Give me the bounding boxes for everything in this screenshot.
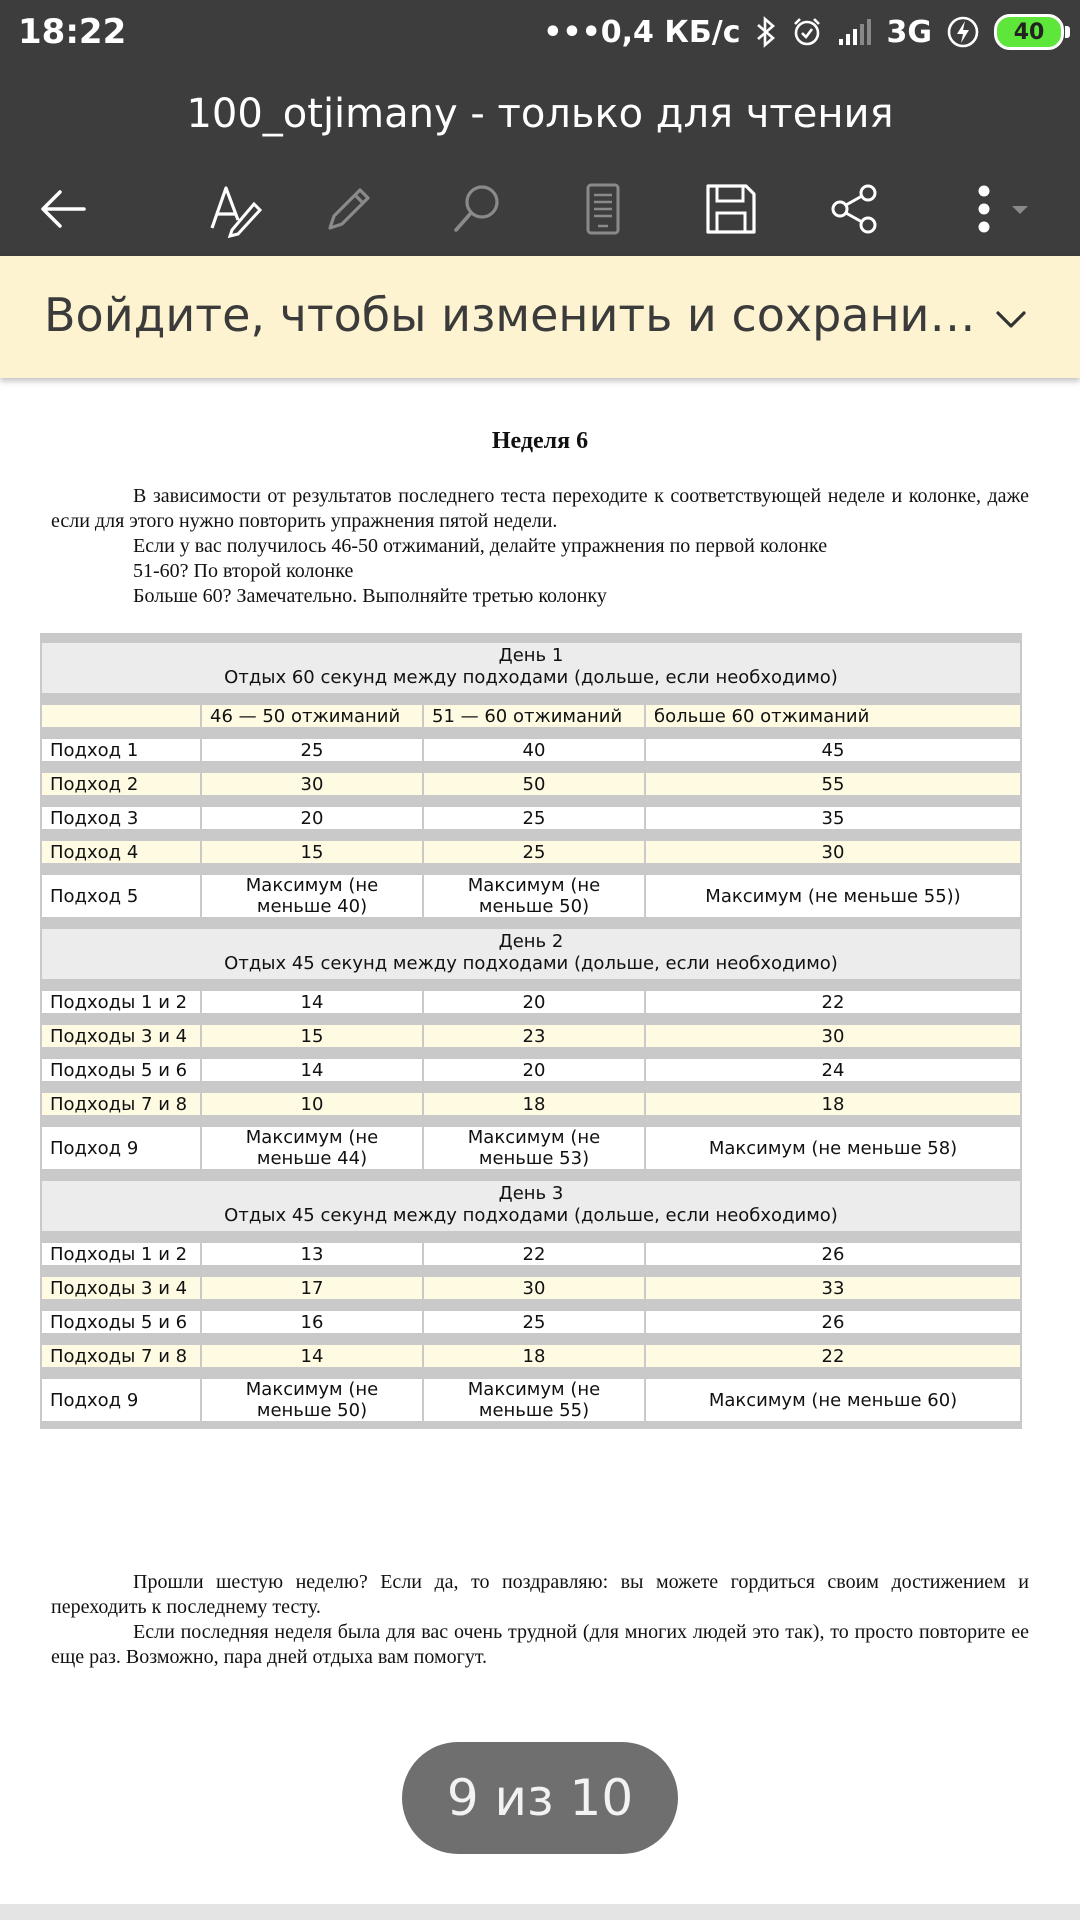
alarm-icon [791,16,823,48]
more-icon [956,180,1046,238]
table-cell: 25 [424,841,644,863]
table-row [42,1379,1020,1421]
table-cell: 18 [424,1093,644,1115]
table-row [42,1093,1020,1115]
table-cell: 13 [202,1243,422,1265]
table-row [42,1277,1020,1299]
table-cell: 35 [646,807,1020,829]
table-cell: 55 [646,773,1020,795]
set-label: Подходы 3 и 4 [42,1025,200,1047]
save-icon [702,180,760,238]
reader-mode-icon [574,180,632,238]
set-label: Подход 1 [42,739,200,761]
signal-icon [837,17,873,47]
column-header-row [42,705,1020,727]
table-row [42,991,1020,1013]
table-cell: 45 [646,739,1020,761]
set-label: Подходы 3 и 4 [42,1277,200,1299]
day-title: День 1 [498,645,564,666]
intro-line: Больше 60? Замечательно. Выполняйте третью колонку [133,585,607,607]
day-header [42,643,1020,693]
table-cell: 40 [424,739,644,761]
status-bar [0,0,1080,66]
set-label: Подходы 7 и 8 [42,1345,200,1367]
table-row [42,1127,1020,1169]
table-row [42,739,1020,761]
more-options-button[interactable] [956,172,1046,246]
table-cell: 16 [202,1311,422,1333]
network-speed: •••0,4 КБ/с [543,14,741,50]
set-label: Подход 5 [42,875,200,917]
column-header: 46 — 50 отжиманий [202,705,422,727]
document-title: 100_otjimany - только для чтения [186,91,894,137]
chevron-down-icon[interactable] [986,294,1036,344]
network-type: 3G [886,14,932,50]
text-edit-button[interactable] [198,172,272,246]
day-header [42,929,1020,979]
table-cell: Максимум (не меньше 50) [202,1379,422,1421]
outro-text [51,1570,1029,1670]
table-cell: 20 [424,1059,644,1081]
table-row [42,1025,1020,1047]
table-cell: 30 [424,1277,644,1299]
table-cell: 10 [202,1093,422,1115]
table-cell: 30 [202,773,422,795]
intro-line: 51-60? По второй колонке [133,560,354,582]
set-label: Подходы 1 и 2 [42,1243,200,1265]
day-header [42,1181,1020,1231]
set-label: Подходы 5 и 6 [42,1059,200,1081]
table-cell: 25 [424,807,644,829]
table-row [42,1059,1020,1081]
status-icons [543,10,1064,54]
table-cell: Максимум (не меньше 58) [646,1127,1020,1169]
reader-mode-button[interactable] [566,172,640,246]
text-edit-icon [206,180,264,238]
column-header: 51 — 60 отжиманий [424,705,644,727]
table-row [42,807,1020,829]
table-row [42,1345,1020,1367]
table-cell: Максимум (не меньше 55) [424,1379,644,1421]
day-rest: Отдых 60 секунд между подходами (дольше, если необходимо) [224,667,838,688]
set-label: Подходы 1 и 2 [42,991,200,1013]
search-icon [448,180,506,238]
set-label: Подход 9 [42,1127,200,1169]
intro-text [51,484,1029,609]
set-label: Подход 4 [42,841,200,863]
table-cell: 30 [646,841,1020,863]
charging-icon [946,15,980,49]
table-cell: 14 [202,991,422,1013]
table-cell: 30 [646,1025,1020,1047]
table-cell: Максимум (не меньше 55)) [646,875,1020,917]
draw-button[interactable] [312,172,386,246]
pencil-icon [320,180,378,238]
table-cell: 17 [202,1277,422,1299]
set-label: Подход 2 [42,773,200,795]
set-label: Подход 9 [42,1379,200,1421]
table-cell: 26 [646,1311,1020,1333]
table-row [42,875,1020,917]
bluetooth-icon [755,16,777,48]
table-cell: 33 [646,1277,1020,1299]
table-cell: 15 [202,841,422,863]
table-cell: Максимум (не меньше 44) [202,1127,422,1169]
table-cell: 22 [424,1243,644,1265]
set-label: Подходы 5 и 6 [42,1311,200,1333]
set-label: Подходы 7 и 8 [42,1093,200,1115]
outro-paragraph: Если последняя неделя была для вас очень трудной (для многих людей это так), то просто повторите ее еще раз. Возможно, пара дней отдыха вам помогут. [51,1621,1029,1668]
table-cell: 26 [646,1243,1020,1265]
page-heading: Неделя 6 [491,428,589,454]
status-time: 18:22 [18,12,127,52]
document-title-bar [0,66,1080,162]
table-cell: Максимум (не меньше 50) [424,875,644,917]
save-button[interactable] [694,172,768,246]
back-button[interactable] [26,172,100,246]
workout-table [40,633,1022,1429]
table-cell: 22 [646,1345,1020,1367]
table-row [42,841,1020,863]
day-title: День 3 [498,1183,564,1204]
table-cell: Максимум (не меньше 60) [646,1379,1020,1421]
back-arrow-icon [34,180,92,238]
table-cell: 20 [424,991,644,1013]
page-indicator: 9 из 10 [402,1742,678,1854]
column-header: больше 60 отжиманий [646,705,1020,727]
table-cell: 25 [202,739,422,761]
table-cell: 50 [424,773,644,795]
table-row [42,1243,1020,1265]
table-row [42,1311,1020,1333]
battery-indicator: 40 [994,14,1064,50]
table-cell: 25 [424,1311,644,1333]
bottom-edge [0,1904,1080,1920]
toolbar [0,162,1080,256]
sign-in-banner-text: Войдите, чтобы изменить и сохрани… [44,288,976,342]
intro-paragraph: В зависимости от результатов последнего теста переходите к соответствующей неделе и колонке, даже если для этого нужно повторить упражнения пятой недели. [51,485,1029,532]
table-cell: 20 [202,807,422,829]
day-rest: Отдых 45 секунд между подходами (дольше, если необходимо) [224,953,838,974]
share-button[interactable] [818,172,892,246]
table-cell: 18 [424,1345,644,1367]
table-cell: 14 [202,1059,422,1081]
set-label: Подход 3 [42,807,200,829]
table-cell: 22 [646,991,1020,1013]
table-cell: 24 [646,1059,1020,1081]
intro-line: Если у вас получилось 46-50 отжиманий, делайте упражнения по первой колонке [133,535,828,557]
day-rest: Отдых 45 секунд между подходами (дольше, если необходимо) [224,1205,838,1226]
table-cell: Максимум (не меньше 53) [424,1127,644,1169]
table-cell: 18 [646,1093,1020,1115]
day-title: День 2 [498,931,564,952]
table-cell: 14 [202,1345,422,1367]
share-icon [826,180,884,238]
table-row [42,773,1020,795]
table-cell: 23 [424,1025,644,1047]
search-button[interactable] [440,172,514,246]
sign-in-banner[interactable] [0,256,1080,378]
column-header [42,705,200,727]
outro-paragraph: Прошли шестую неделю? Если да, то поздравляю: вы можете гордиться своим достижением и переходить к последнему тесту. [51,1571,1029,1618]
table-cell: Максимум (не меньше 40) [202,875,422,917]
table-cell: 15 [202,1025,422,1047]
